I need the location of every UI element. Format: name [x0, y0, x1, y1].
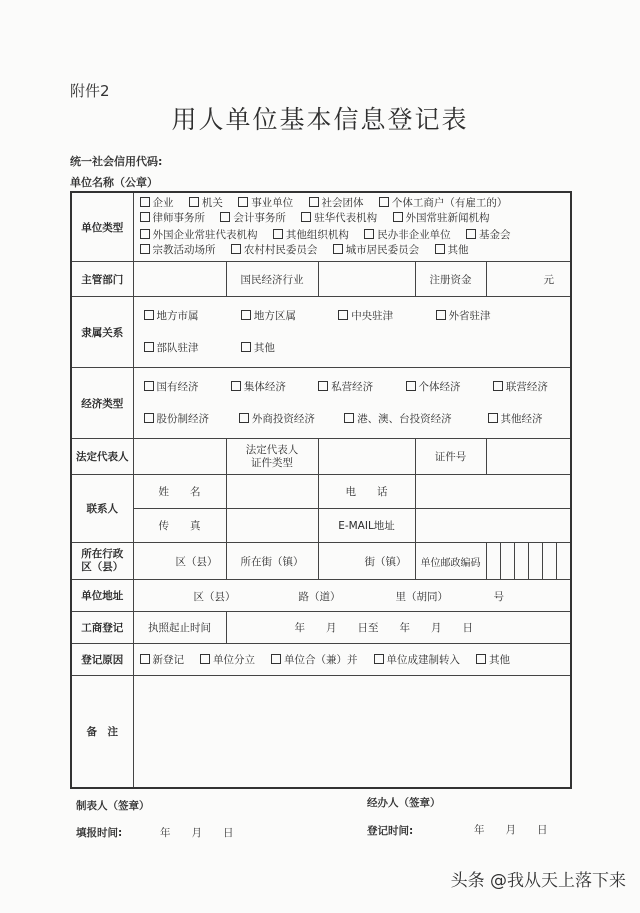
- legal-rep-id-type-label: 法定代表人 证件类型: [226, 439, 318, 475]
- maker-signature-label: 制表人（签章）: [76, 800, 150, 812]
- handler-signature-label: 经办人（签章）: [367, 797, 441, 809]
- unit-type-option[interactable]: 民办非企业单位: [364, 228, 451, 243]
- attachment-label: 附件2: [70, 82, 110, 100]
- contact-name-label: 姓 名: [133, 475, 226, 509]
- legal-rep-field[interactable]: [133, 439, 226, 475]
- reason-option[interactable]: 其他: [476, 652, 510, 667]
- postcode-label: 单位邮政编码: [415, 543, 486, 580]
- checkbox-icon[interactable]: [379, 197, 389, 207]
- economy-label: 经济类型: [71, 368, 133, 439]
- postcode-digit-box[interactable]: [542, 543, 556, 579]
- reason-options: [133, 644, 571, 676]
- checkbox-icon[interactable]: [493, 381, 503, 391]
- checkbox-icon[interactable]: [140, 197, 150, 207]
- unit-type-option[interactable]: 其他: [435, 243, 469, 258]
- postcode-digit-box[interactable]: [487, 543, 500, 579]
- checkbox-icon[interactable]: [140, 244, 150, 254]
- remarks-label: 备 注: [71, 676, 133, 788]
- checkbox-icon[interactable]: [406, 381, 416, 391]
- postcode-digit-box[interactable]: [514, 543, 528, 579]
- checkbox-icon[interactable]: [364, 229, 374, 239]
- checkbox-icon[interactable]: [144, 413, 154, 423]
- unit-type-option[interactable]: 企业: [140, 196, 174, 211]
- industry-label: 国民经济行业: [226, 262, 318, 297]
- address-district-part: 区（县）: [193, 591, 236, 603]
- affiliation-option[interactable]: 其他: [241, 332, 275, 364]
- affiliation-option[interactable]: 外省驻津: [436, 300, 491, 332]
- unit-type-option[interactable]: 律师事务所: [140, 211, 206, 226]
- reason-option[interactable]: 新登记: [140, 652, 185, 667]
- unit-type-option[interactable]: 事业单位: [238, 196, 293, 211]
- business-reg-label: 工商登记: [71, 612, 133, 644]
- reason-option[interactable]: 单位合（兼）并: [271, 652, 358, 667]
- checkbox-icon[interactable]: [144, 342, 154, 352]
- unit-type-options: [133, 192, 571, 262]
- economy-option[interactable]: 其他经济: [488, 403, 543, 435]
- checkbox-icon[interactable]: [273, 229, 283, 239]
- checkbox-icon[interactable]: [393, 212, 403, 222]
- checkbox-icon[interactable]: [144, 381, 154, 391]
- economy-option[interactable]: 个体经济: [406, 371, 478, 403]
- contact-phone-field[interactable]: [415, 475, 571, 509]
- affiliation-label: 隶属关系: [71, 297, 133, 368]
- checkbox-icon[interactable]: [140, 654, 150, 664]
- legal-rep-label: 法定代表人: [71, 439, 133, 475]
- postcode-digit-box[interactable]: [500, 543, 514, 579]
- fill-date-field[interactable]: 年 月 日: [160, 827, 234, 839]
- economy-option[interactable]: 港、澳、台投资经济: [344, 403, 472, 435]
- unit-type-option[interactable]: 其他组织机构: [273, 228, 349, 243]
- checkbox-icon[interactable]: [231, 381, 241, 391]
- unit-type-option[interactable]: 会计事务所: [220, 211, 286, 226]
- supervisor-label: 主管部门: [71, 262, 133, 297]
- fill-time-label: 填报时间:: [76, 827, 123, 839]
- economy-option[interactable]: 私营经济: [318, 371, 390, 403]
- street-field[interactable]: 街（镇）: [318, 543, 415, 580]
- legal-rep-id-type-field[interactable]: [318, 439, 415, 475]
- unit-type-option[interactable]: 外国企业常驻代表机构: [140, 228, 258, 243]
- unit-name-label: 单位名称（公章）: [70, 176, 158, 189]
- checkbox-icon[interactable]: [231, 244, 241, 254]
- capital-label: 注册资金: [415, 262, 486, 297]
- reason-option[interactable]: 单位成建制转入: [374, 652, 461, 667]
- checkbox-icon[interactable]: [374, 654, 384, 664]
- checkbox-icon[interactable]: [241, 342, 251, 352]
- postcode-field[interactable]: [486, 543, 571, 580]
- unit-type-option[interactable]: 社会团体: [309, 196, 364, 211]
- checkbox-icon[interactable]: [476, 654, 486, 664]
- unit-type-option[interactable]: 驻华代表机构: [301, 211, 377, 226]
- contact-email-label: E-MAIL地址: [318, 509, 415, 543]
- postcode-boxes: [487, 543, 571, 579]
- contact-fax-field[interactable]: [226, 509, 318, 543]
- id-number-field[interactable]: [486, 439, 571, 475]
- address-lane-part: 里（胡同）: [395, 591, 448, 603]
- checkbox-icon[interactable]: [239, 413, 249, 423]
- district-label: 所在行政 区（县）: [71, 543, 133, 580]
- credit-code-label: 统一社会信用代码:: [70, 155, 163, 168]
- unit-type-option[interactable]: 基金会: [466, 228, 511, 243]
- address-label: 单位地址: [71, 580, 133, 612]
- affiliation-option[interactable]: 部队驻津: [144, 332, 226, 364]
- unit-type-option[interactable]: 农村村民委员会: [231, 243, 318, 258]
- checkbox-icon[interactable]: [435, 244, 445, 254]
- postcode-digit-box[interactable]: [556, 543, 570, 579]
- checkbox-icon[interactable]: [488, 413, 498, 423]
- checkbox-icon[interactable]: [338, 310, 348, 320]
- economy-option[interactable]: 股份制经济: [144, 403, 224, 435]
- industry-field[interactable]: [318, 262, 415, 297]
- checkbox-icon[interactable]: [238, 197, 248, 207]
- checkbox-icon[interactable]: [200, 654, 210, 664]
- capital-unit: 元: [543, 273, 554, 286]
- checkbox-icon[interactable]: [466, 229, 476, 239]
- street-label: 所在街（镇）: [226, 543, 318, 580]
- checkbox-icon[interactable]: [140, 212, 150, 222]
- checkbox-icon[interactable]: [344, 413, 354, 423]
- contact-email-field[interactable]: [415, 509, 571, 543]
- checkbox-icon[interactable]: [189, 197, 199, 207]
- economy-option[interactable]: 联营经济: [493, 371, 548, 403]
- license-period-label: 执照起止时间: [133, 612, 226, 644]
- remarks-field[interactable]: [133, 676, 571, 788]
- contact-phone-label: 电 话: [318, 475, 415, 509]
- form-title: 用人单位基本信息登记表: [171, 105, 469, 134]
- address-field[interactable]: [133, 580, 571, 612]
- checkbox-icon[interactable]: [333, 244, 343, 254]
- license-period-field[interactable]: 年 月 日至 年 月 日: [226, 612, 571, 644]
- supervisor-field[interactable]: [133, 262, 226, 297]
- affiliation-option[interactable]: 地方市属: [144, 300, 226, 332]
- affiliation-option[interactable]: 中央驻津: [338, 300, 420, 332]
- reason-option[interactable]: 单位分立: [200, 652, 255, 667]
- id-number-label: 证件号: [415, 439, 486, 475]
- affiliation-options: [133, 297, 571, 368]
- unit-type-label: 单位类型: [71, 192, 133, 262]
- registration-table: [70, 191, 572, 789]
- contact-fax-label: 传 真: [133, 509, 226, 543]
- unit-type-option[interactable]: 外国常驻新闻机构: [393, 211, 490, 226]
- checkbox-icon[interactable]: [309, 197, 319, 207]
- affiliation-option[interactable]: 地方区属: [241, 300, 323, 332]
- checkbox-icon[interactable]: [301, 212, 311, 222]
- checkbox-icon[interactable]: [436, 310, 446, 320]
- economy-options: [133, 368, 571, 439]
- reason-label: 登记原因: [71, 644, 133, 676]
- checkbox-icon[interactable]: [144, 310, 154, 320]
- watermark: 头条 @我从天上落下来: [450, 871, 626, 891]
- contact-label: 联系人: [71, 475, 133, 543]
- district-field[interactable]: 区（县）: [133, 543, 226, 580]
- address-road-part: 路（道）: [298, 591, 341, 603]
- checkbox-icon[interactable]: [241, 310, 251, 320]
- checkbox-icon[interactable]: [271, 654, 281, 664]
- address-number-part: 号: [493, 591, 504, 603]
- contact-name-field[interactable]: [226, 475, 318, 509]
- unit-type-option[interactable]: 个体工商户（有雇工的）: [379, 196, 508, 211]
- economy-option[interactable]: 国有经济: [144, 371, 216, 403]
- unit-type-option[interactable]: 宗教活动场所: [140, 243, 216, 258]
- economy-option[interactable]: 集体经济: [231, 371, 303, 403]
- unit-type-option[interactable]: 城市居民委员会: [333, 243, 420, 258]
- reg-time-label: 登记时间:: [367, 825, 414, 837]
- economy-option[interactable]: 外商投资经济: [239, 403, 329, 435]
- reg-date-field[interactable]: 年 月 日: [474, 824, 548, 836]
- checkbox-icon[interactable]: [220, 212, 230, 222]
- postcode-digit-box[interactable]: [528, 543, 542, 579]
- unit-type-option[interactable]: 机关: [189, 196, 223, 211]
- checkbox-icon[interactable]: [140, 229, 150, 239]
- capital-field[interactable]: [486, 262, 571, 297]
- checkbox-icon[interactable]: [318, 381, 328, 391]
